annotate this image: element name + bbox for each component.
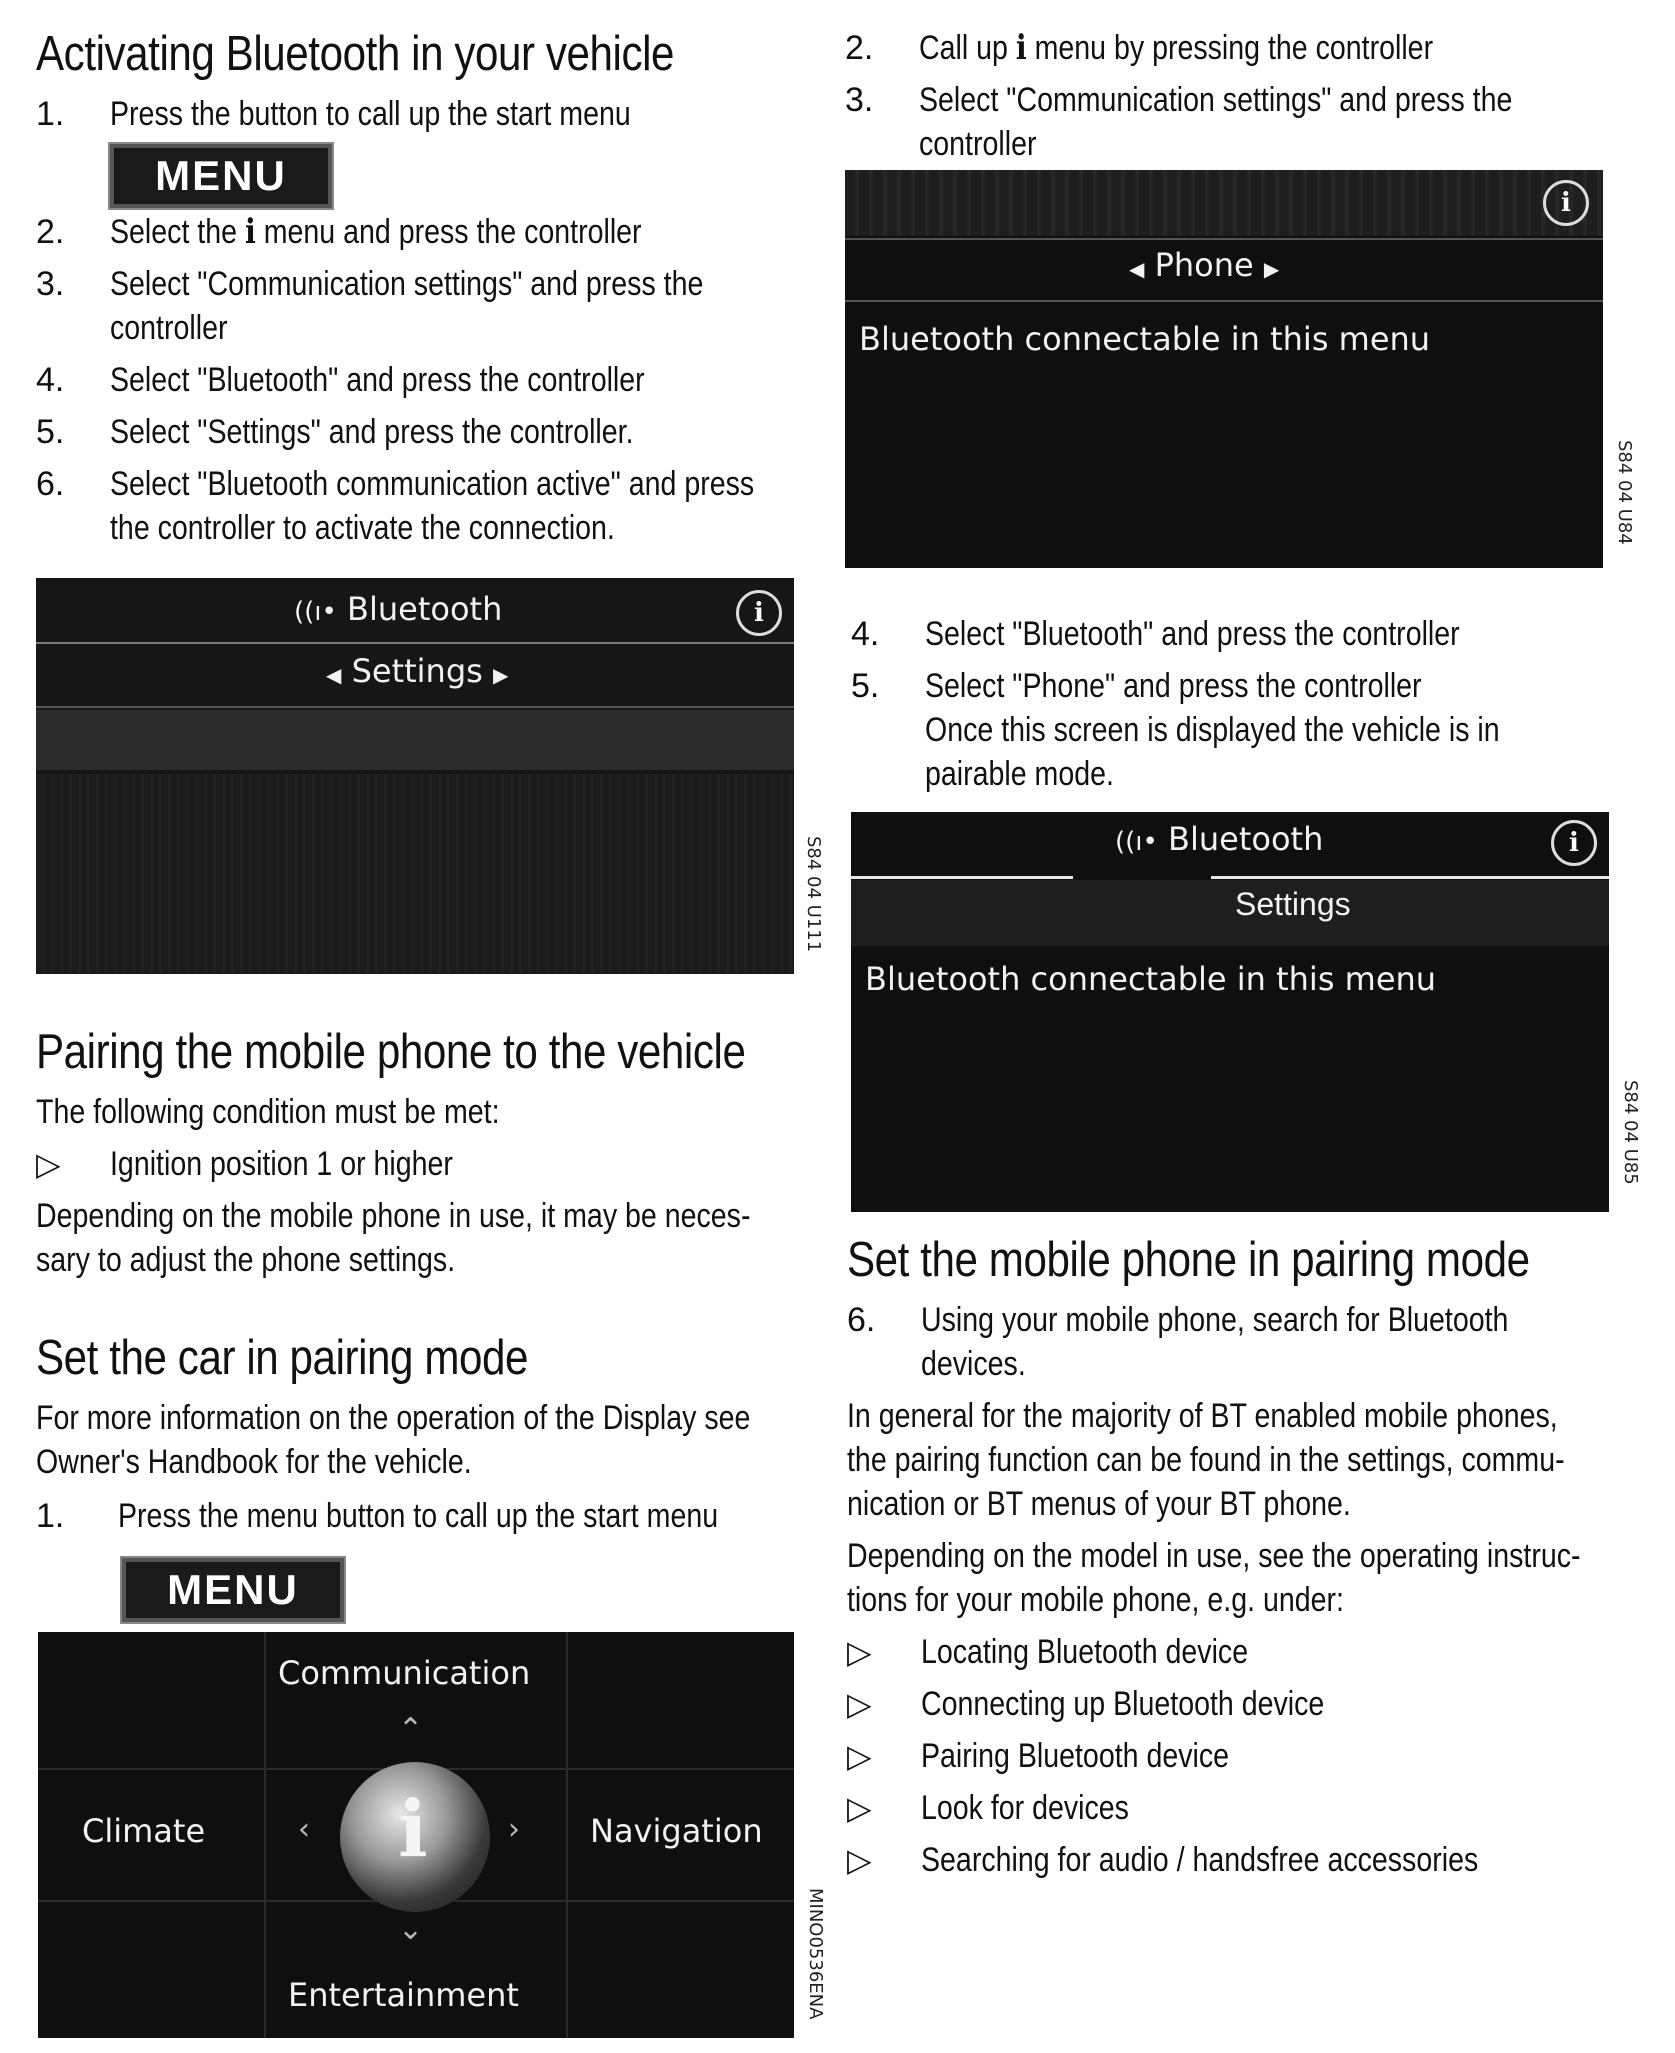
bluetooth-signal-icon: ((ı• xyxy=(1115,827,1158,857)
bullet-text: Look for devices xyxy=(921,1789,1129,1827)
step-text: Press the menu button to call up the start menu xyxy=(118,1497,719,1535)
step-number: 3. xyxy=(845,81,874,119)
step-text-cont: controller xyxy=(919,125,1037,163)
step-text-cont: controller xyxy=(110,309,228,347)
step-2-right xyxy=(845,26,1625,70)
condition-note-line1: Depending on the mobile phone in use, it may be neces- xyxy=(36,1197,751,1235)
screen-noise xyxy=(36,774,794,974)
general-line2: the pairing function can be found in the settings, commu- xyxy=(847,1441,1565,1479)
chevron-left-icon: ◀ xyxy=(326,663,342,687)
screen-phone xyxy=(845,170,1603,568)
bullet-text: Pairing Bluetooth device xyxy=(921,1737,1230,1775)
screen-main-menu xyxy=(38,1632,794,2038)
step-text: Using your mobile phone, search for Bluetooth xyxy=(921,1301,1509,1339)
screen-body-text: Bluetooth connectable in this menu xyxy=(865,960,1437,998)
condition-bullet xyxy=(36,1142,796,1186)
info-line1: For more information on the operation of the Display see xyxy=(36,1399,751,1437)
screen-subtitle-text: Settings xyxy=(351,652,483,690)
step-number: 1. xyxy=(36,95,65,133)
screen-divider xyxy=(845,238,1603,240)
bullet-text: Connecting up Bluetooth device xyxy=(921,1685,1325,1723)
info-line2: Owner's Handbook for the vehicle. xyxy=(36,1443,472,1481)
screen-header xyxy=(845,170,1603,236)
menu-option-communication: Communication xyxy=(278,1654,531,1692)
search-term-bullet xyxy=(847,1786,1627,1830)
highlight-row xyxy=(36,710,794,770)
arrow-left-icon: ‹ xyxy=(298,1812,310,1847)
bullet-text: Locating Bluetooth device xyxy=(921,1633,1249,1671)
screen-tab-text: Phone xyxy=(1154,246,1254,284)
image-code-label: S84 04 U85 xyxy=(1620,1080,1641,1185)
step-text: Select "Communication settings" and press the xyxy=(110,265,704,303)
step-2 xyxy=(36,210,796,254)
menu-option-climate: Climate xyxy=(82,1812,206,1850)
menu-button-image: MENU xyxy=(110,144,332,208)
step-text: Select "Settings" and press the controller. xyxy=(110,413,634,451)
bullet-text: Searching for audio / handsfree accessories xyxy=(921,1841,1479,1879)
step-number: 3. xyxy=(36,265,65,303)
step-text: Select "Bluetooth communication active" and press xyxy=(110,465,755,503)
step-number: 4. xyxy=(36,361,65,399)
step-number: 2. xyxy=(845,29,874,67)
search-term-bullet xyxy=(847,1682,1627,1726)
step-4-right xyxy=(851,612,1631,656)
screen-bluetooth-settings xyxy=(36,578,794,974)
screen-divider xyxy=(36,706,794,708)
image-code-label: MINO0536ENA xyxy=(805,1888,826,2020)
screen-tab xyxy=(1129,246,1279,284)
step-3-right xyxy=(845,78,1625,166)
step-5-right xyxy=(851,664,1631,796)
section-title-pairing: Pairing the mobile phone to the vehicle xyxy=(36,1025,746,1079)
screen-title-text: Bluetooth xyxy=(347,590,503,628)
depend-line2: tions for your mobile phone, e.g. under: xyxy=(847,1581,1344,1619)
arrow-up-icon: ⌃ xyxy=(398,1712,424,1747)
condition-intro: The following condition must be met: xyxy=(36,1093,500,1131)
bullet-text: Ignition position 1 or higher xyxy=(110,1145,453,1183)
triangle-bullet-icon: ▷ xyxy=(36,1146,61,1182)
menu-button-image: MENU xyxy=(122,1558,344,1622)
step-text: Select "Bluetooth" and press the controller xyxy=(925,615,1460,653)
grid-line xyxy=(264,1632,266,2038)
step-text: Select "Phone" and press the controller xyxy=(925,667,1422,705)
step-text-cont: Once this screen is displayed the vehicle is in xyxy=(925,711,1500,749)
step-3 xyxy=(36,262,796,350)
triangle-bullet-icon: ▷ xyxy=(847,1842,872,1878)
step-5 xyxy=(36,410,796,454)
grid-line xyxy=(566,1632,568,2038)
search-term-bullet xyxy=(847,1630,1627,1674)
arrow-right-icon: › xyxy=(508,1812,520,1847)
step-text: Select "Bluetooth" and press the controller xyxy=(110,361,645,399)
screen-bluetooth-connectable xyxy=(851,812,1609,1212)
general-line3: nication or BT menus of your BT phone. xyxy=(847,1485,1351,1523)
step-number: 5. xyxy=(36,413,65,451)
search-term-bullet xyxy=(847,1838,1627,1882)
depend-line1: Depending on the model in use, see the operating instruc- xyxy=(847,1537,1581,1575)
tab-row xyxy=(851,880,1609,946)
step-4 xyxy=(36,358,796,402)
chevron-right-icon: ▶ xyxy=(492,663,509,687)
tab-underline xyxy=(851,876,1073,879)
step-menu xyxy=(36,1494,796,1538)
chevron-left-icon: ◀ xyxy=(1129,257,1145,281)
chevron-right-icon: ▶ xyxy=(1263,257,1280,281)
info-menu-icon: i xyxy=(398,1784,428,1875)
bluetooth-signal-icon: ((ı• xyxy=(294,597,337,627)
screen-divider xyxy=(845,300,1603,302)
screen-title xyxy=(294,590,502,628)
screen-title xyxy=(1115,820,1323,858)
condition-note-line2: sary to adjust the phone settings. xyxy=(36,1241,456,1279)
screen-body-text: Bluetooth connectable in this menu xyxy=(859,320,1431,358)
menu-option-navigation: Navigation xyxy=(590,1812,763,1850)
tab-underline xyxy=(1211,876,1609,879)
image-code-label: S84 04 U111 xyxy=(803,836,824,953)
step-6 xyxy=(36,462,796,550)
step-1 xyxy=(36,92,796,136)
step-number: 6. xyxy=(36,465,65,503)
triangle-bullet-icon: ▷ xyxy=(847,1738,872,1774)
screen-divider xyxy=(36,642,794,644)
triangle-bullet-icon: ▷ xyxy=(847,1686,872,1722)
step-text-cont: devices. xyxy=(921,1345,1026,1383)
step-text-cont: the controller to activate the connection. xyxy=(110,509,615,547)
screen-subtitle xyxy=(326,652,508,690)
step-text: Select "Communication settings" and press the xyxy=(919,81,1513,119)
step-number: 1. xyxy=(36,1497,65,1535)
info-icon: i xyxy=(1543,180,1589,226)
info-icon: i xyxy=(736,590,782,636)
step-text-cont: pairable mode. xyxy=(925,755,1114,793)
menu-option-entertainment: Entertainment xyxy=(288,1976,519,2014)
general-line1: In general for the majority of BT enabled mobile phones, xyxy=(847,1397,1558,1435)
section-title-activating: Activating Bluetooth in your vehicle xyxy=(36,27,675,81)
screen-title-text: Bluetooth xyxy=(1168,820,1324,858)
step-number: 4. xyxy=(851,615,880,653)
section-title-phone-pairing: Set the mobile phone in pairing mode xyxy=(847,1233,1530,1287)
info-icon: i xyxy=(1551,820,1597,866)
step-text: Call up ℹ menu by pressing the controller xyxy=(919,29,1434,67)
step-number: 6. xyxy=(847,1301,876,1339)
step-number: 2. xyxy=(36,213,65,251)
section-title-car-pairing: Set the car in pairing mode xyxy=(36,1331,529,1385)
arrow-down-icon: ⌄ xyxy=(398,1912,424,1947)
screen-tab-text: Settings xyxy=(1235,886,1351,922)
triangle-bullet-icon: ▷ xyxy=(847,1634,872,1670)
step-text: Press the button to call up the start menu xyxy=(110,95,631,133)
image-code-label: S84 04 U84 xyxy=(1614,440,1635,545)
search-term-bullet xyxy=(847,1734,1627,1778)
step-6-right xyxy=(847,1298,1627,1386)
step-number: 5. xyxy=(851,667,880,705)
step-text: Select the ℹ menu and press the controller xyxy=(110,213,642,251)
triangle-bullet-icon: ▷ xyxy=(847,1790,872,1826)
